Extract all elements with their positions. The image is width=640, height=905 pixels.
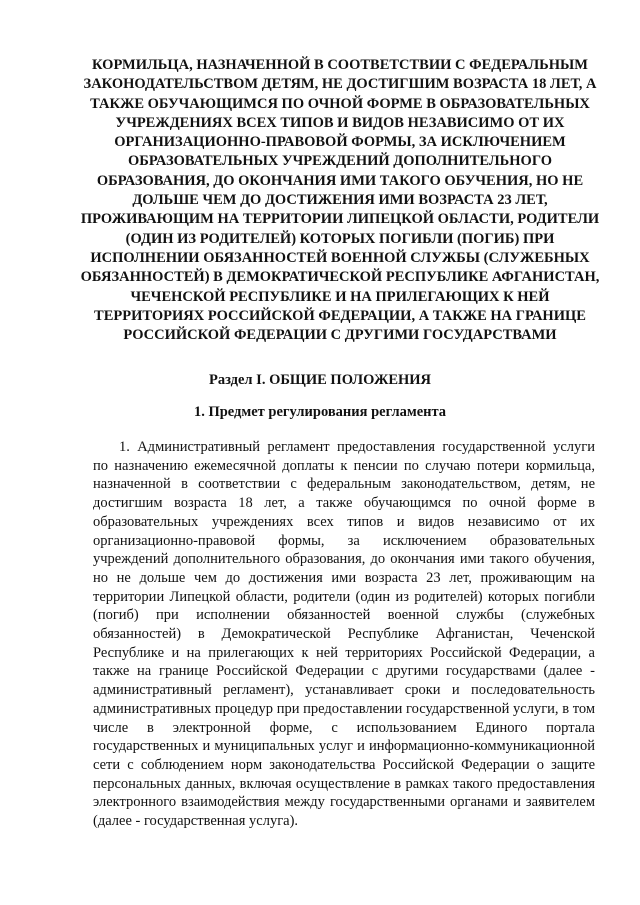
subsection-heading: 1. Предмет регулирования регламента bbox=[193, 404, 447, 420]
section-heading: Раздел I. ОБЩИЕ ПОЛОЖЕНИЯ bbox=[208, 372, 432, 388]
document-title: КОРМИЛЬЦА, НАЗНАЧЕННОЙ В СООТВЕТСТВИИ С ФЕДЕРАЛЬНЫМ ЗАКОНОДАТЕЛЬСТВОМ ДЕТЯМ, НЕ ДОСТИГШИМ ВОЗРАСТА 18 ЛЕТ, А ТАКЖЕ ОБУЧАЮЩИМСЯ ПО ОЧНОЙ ФОРМЕ В ОБРАЗОВАТЕЛЬНЫХ УЧРЕЖДЕНИЯХ ВСЕХ ТИПОВ И ВИДОВ НЕЗАВИСИМО ОТ ИХ ОРГАНИЗАЦИОННО-ПРАВОВОЙ ФОРМЫ, ЗА ИСКЛЮЧЕНИЕМ ОБРАЗОВАТЕЛЬНЫХ УЧРЕЖДЕНИЙ ДОПОЛНИТЕЛЬНОГО ОБРАЗОВАНИЯ, ДО ОКОНЧАНИЯ ИМИ ТАКОГО ОБУЧЕНИЯ, НО НЕ ДОЛЬШЕ ЧЕМ ДО ДОСТИЖЕНИЯ ИМИ ВОЗРАСТА 23 ЛЕТ, ПРОЖИВАЮЩИМ НА ТЕРРИТОРИИ ЛИПЕЦКОЙ ОБЛАСТИ, РОДИТЕЛИ (ОДИН ИЗ РОДИТЕЛЕЙ) КОТОРЫХ ПОГИБЛИ (ПОГИБ) ПРИ ИСПОЛНЕНИИ ОБЯЗАННОСТЕЙ ВОЕННОЙ СЛУЖБЫ (СЛУЖЕБНЫХ ОБЯЗАННОСТЕЙ) В ДЕМОКРАТИЧЕСКОЙ РЕСПУБЛИКЕ АФГАНИСТАН, ЧЕЧЕНСКОЙ РЕСПУБЛИКЕ И НА ПРИЛЕГАЮЩИХ К НЕЙ ТЕРРИТОРИЯХ РОССИЙСКОЙ ФЕДЕРАЦИИ, А ТАКЖЕ НА ГРАНИЦЕ РОССИЙСКОЙ ФЕДЕРАЦИИ С ДРУГИМИ ГОСУДАРСТВАМИ bbox=[80, 57, 600, 344]
paragraph-1: 1. Административный регламент предоставления государственной услуги по назначению ежемесячной доплаты к пенсии по случаю потери кормильца, назначенной в соответствии с федеральным законодательством, детям, не достигшим возраста 18 лет, а также обучающимся по очной форме в образовательных учреждениях всех типов и видов независимо от их организационно-правовой формы, за исключением образовательных учреждений дополнительного образования, до окончания ими такого обучения, но не дольше чем до достижения ими возраста 23 лет, проживающим на территории Липецкой области, родители (один из родителей) которых погибли (погиб) при исполнении обязанностей военной службы (служебных обязанностей) в Демократической Республике Афганистан, Чеченской Республике и на прилегающих к ней территориях Российской Федерации, а также на границе Российской Федерации с другими государствами (далее - административный регламент), устанавливает сроки и последовательность административных процедур при предоставлении государственной услуги, в том числе в электронной форме, с использованием Единого портала государственных и муниципальных услуг и информационно-коммуникационной сети с соблюдением норм законодательства Российской Федерации о защите персональных данных, включая осуществление в рамках такого предоставления электронного взаимодействия между государственными органами и заявителем (далее - государственная услуга). bbox=[93, 439, 595, 830]
